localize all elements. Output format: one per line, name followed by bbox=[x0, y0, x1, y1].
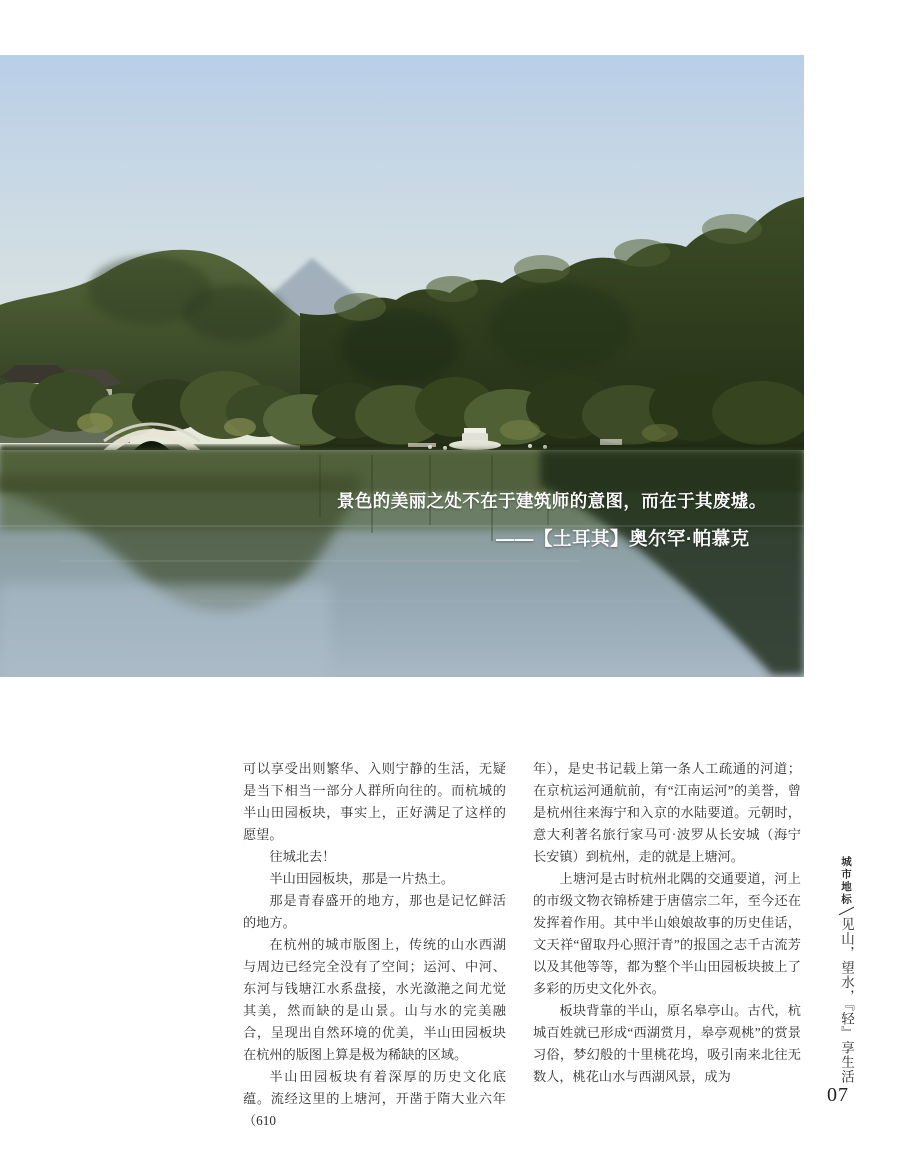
paragraph: 往城北去！ bbox=[269, 849, 336, 864]
paragraph: 上塘河是古时杭州北隅的交通要道，河上的市级文物衣锦桥建于唐僖宗二年，至今还在发挥着作用。其中半山娘娘故事的历史佳话，文天祥“留取丹心照汗青”的报国之志千古流芳以及其他等等，都为整个半山田园板块披上了多彩的历史文化外衣。 bbox=[533, 871, 801, 996]
article-column-right bbox=[533, 758, 801, 1088]
photo-quote-attribution: ——【土耳其】奥尔罕·帕慕克 bbox=[496, 528, 750, 549]
paragraph: 半山田园板块有着深厚的历史文化底蕴。流经这里的上塘河，开凿于隋大业六年（610 bbox=[243, 1069, 506, 1128]
sidebar-title: 见山，望水，『轻』享生活 bbox=[839, 916, 854, 1085]
section-sidebar-label bbox=[836, 856, 856, 1106]
lake-photo-illustration bbox=[0, 55, 804, 677]
page-number: 07 bbox=[827, 1084, 849, 1106]
paragraph: 在杭州的城市版图上，传统的山水西湖与周边已经完全没有了空间；运河、中河、东河与钱塘江水系盘接，水光潋滟之间尤觉其美，然而缺的是山景。山与水的完美融合，呈现出自然环境的优美，半山田园板块在杭州的版图上算是极为稀缺的区域。 bbox=[243, 937, 506, 1062]
lake-photo bbox=[0, 55, 804, 677]
paragraph: 半山田园板块，那是一片热土。 bbox=[269, 871, 455, 886]
paragraph: 可以享受出则繁华、入则宁静的生活，无疑是当下相当一部分人群所向往的。而杭城的半山田园板块，事实上，正好满足了这样的愿望。 bbox=[243, 761, 506, 842]
article-column-left bbox=[243, 758, 506, 1132]
paragraph: 年），是史书记载上第一条人工疏通的河道；在京杭运河通航前，有“江南运河”的美誉，曾是杭州往来海宁和入京的水陆要道。元朝时，意大利著名旅行家马可·波罗从长安城（海宁长安镇）到杭州，走的就是上塘河。 bbox=[533, 761, 801, 864]
paragraph: 那是青春盛开的地方，那也是记忆鲜活的地方。 bbox=[243, 893, 506, 930]
sidebar-separator: ╲ bbox=[839, 907, 854, 915]
paragraph: 板块背靠的半山，原名皋亭山。古代，杭城百姓就已形成“西湖赏月，皋亭观桃”的赏景习俗，梦幻般的十里桃花坞，吸引南来北往无数人，桃花山水与西湖风景，成为 bbox=[533, 1003, 801, 1084]
lake-water bbox=[0, 450, 804, 677]
sidebar-category: 城市地标 bbox=[840, 856, 852, 906]
photo-quote-text: 景色的美丽之处不在于建筑师的意图，而在于其废墟。 bbox=[337, 491, 767, 511]
